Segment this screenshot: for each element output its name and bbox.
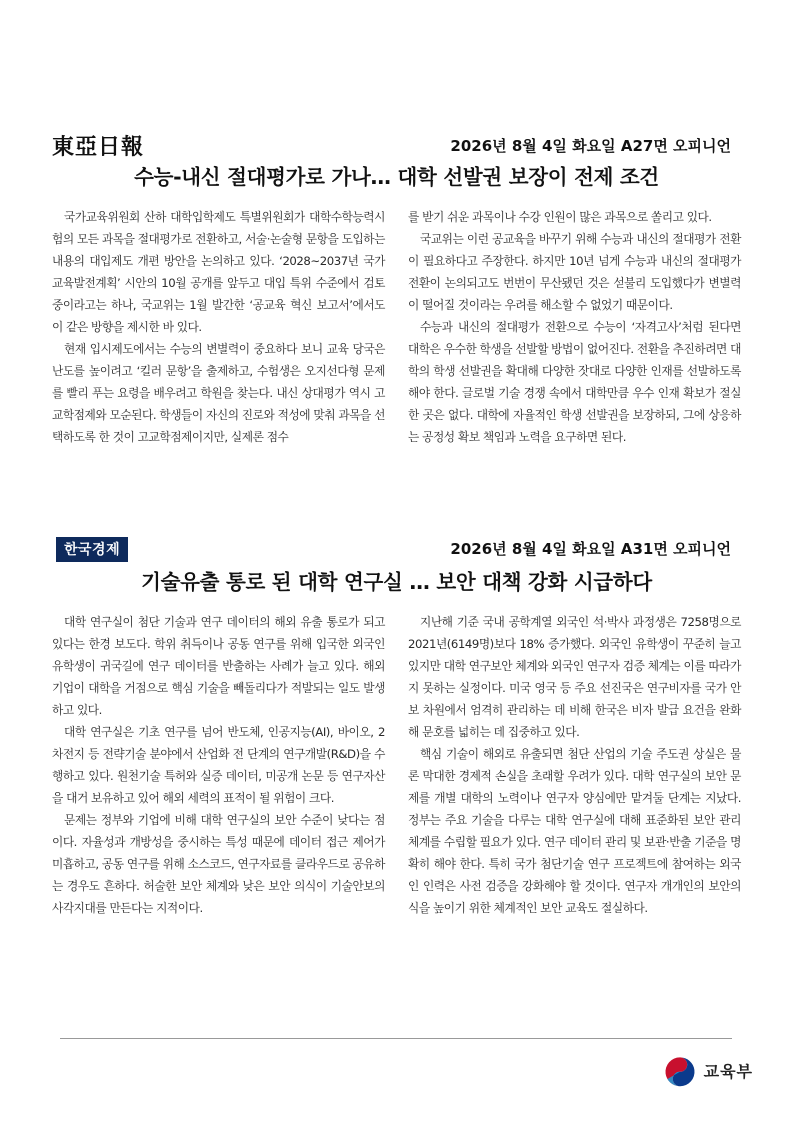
article-2 <box>52 533 741 919</box>
paragraph: 수능과 내신의 절대평가 전환으로 수능이 ‘자격고사’처럼 된다면 대학은 우수한 학생을 선발할 방법이 없어진다. 전환을 추진하려면 대학의 학생 선발권을 확대해 다양한 잣대로 다양한 인재를 선발하도록 해야 한다. 글로벌 기술 경쟁 속에서 대학만큼 우수 인재 확보가 절실한 곳은 없다. 대학에 자율적인 학생 선발권을 보장하되, 그에 상응하는 공정성 확보 책임과 노력을 요구하면 된다. <box>408 320 741 444</box>
paragraph: 대학 연구실이 첨단 기술과 연구 데이터의 해외 유출 통로가 되고 있다는 한경 보도다. 학위 취득이나 공동 연구를 위해 입국한 외국인 유학생이 귀국길에 연구 데이터를 반출하는 사례가 늘고 있다. 해외 기업이 대학을 거점으로 핵심 기술을 빼돌리다가 적발되는 일도 발생하고 있다. <box>52 615 385 717</box>
paragraph: 국가교육위원회 산하 대학입학제도 특별위원회가 대학수학능력시험의 모든 과목을 절대평가로 전환하고, 서술·논술형 문항을 도입하는 내용의 대입제도 개편 방안을 논의하고 있다. ‘2028∼2037년 국가교육발전계획’ 시안의 10월 공개를 앞두고 대입 특위 수준에서 검토 중이라고는 하나, 국교위는 1월 발간한 ‘공교육 혁신 보고서’에서도 이 같은 방향을 제시한 바 있다. <box>52 210 385 334</box>
headline: 수능-내신 절대평가로 가나… 대학 선발권 보장이 전제 조건 <box>134 165 659 189</box>
article-1 <box>52 130 741 448</box>
article-1-header <box>52 130 741 160</box>
taegeuk-logo-icon <box>662 1052 698 1088</box>
paragraph: 현재 입시제도에서는 수능의 변별력이 중요하다 보니 교육 당국은 난도를 높이려고 ‘킬러 문항’을 출제하고, 수험생은 오지선다형 문제를 빨리 푸는 요령을 배우려고 학원을 찾는다. 내신 상대평가 역시 고교학점제와 모순된다. 학생들이 자신의 진로와 적성에 맞춰 과목을 선택하도록 한 것이 고교학점제이지만, 실제론 점수 <box>52 342 385 444</box>
paragraph: 를 받기 쉬운 과목이나 수강 인원이 많은 과목으로 쏠리고 있다. <box>408 210 712 224</box>
article-body <box>52 206 741 448</box>
newspaper-name: 東亞日報 <box>52 134 145 160</box>
ministry-footer <box>662 1052 753 1088</box>
column-left <box>52 611 385 919</box>
ministry-name: 교육부 <box>703 1061 753 1081</box>
paragraph: 문제는 정부와 기업에 비해 대학 연구실의 보안 수준이 낮다는 점이다. 자율성과 개방성을 중시하는 특성 때문에 데이터 접근 제어가 미흡하고, 공동 연구를 위해 소스코드, 연구자료를 클라우드로 공유하는 경우도 흔하다. 허술한 보안 체계와 낮은 보안 의식이 기술안보의 사각지대를 만든다는 지적이다. <box>52 813 385 915</box>
newspaper-name: 한국경제 <box>56 537 128 562</box>
column-right <box>408 611 741 919</box>
headline: 기술유출 통로 된 대학 연구실 … 보안 대책 강화 시급하다 <box>141 570 652 594</box>
footer-divider <box>60 1038 732 1039</box>
paragraph: 지난해 기준 국내 공학계열 외국인 석·박사 과정생은 7258명으로 2021년(6149명)보다 18% 증가했다. 외국인 유학생이 꾸준히 늘고 있지만 대학 연구보안 체계와 외국인 연구자 검증 체계는 이를 따라가지 못하는 실정이다. 미국 영국 등 주요 선진국은 연구비자를 국가 안보 차원에서 엄격히 관리하는 데 비해 한국은 비자 발급 요건을 완화해 문호를 넓히는 데 집중하고 있다. <box>408 615 741 739</box>
article-body <box>52 611 741 919</box>
paragraph: 국교위는 이런 공교육을 바꾸기 위해 수능과 내신의 절대평가 전환이 필요하다고 주장한다. 하지만 10년 넘게 수능과 내신의 절대평가 전환이 논의되고도 번번이 무산됐던 것은 섣불리 도입했다가 변별력이 떨어질 것이라는 우려를 해소할 수 없었기 때문이다. <box>408 232 741 312</box>
column-left <box>52 206 385 448</box>
dateline: 2026년 8월 4일 화요일 A27면 오피니언 <box>450 137 731 155</box>
column-right <box>408 206 741 448</box>
paragraph: 핵심 기술이 해외로 유출되면 첨단 산업의 기술 주도권 상실은 물론 막대한 경제적 손실을 초래할 우려가 있다. 대학 연구실의 보안 문제를 개별 대학의 노력이나 연구자 양심에만 맡겨둘 단계는 지났다. 정부는 주요 기술을 다루는 대학 연구실에 대해 표준화된 보안 관리 체계를 수립할 필요가 있다. 연구 데이터 관리 및 보관·반출 기준을 명확히 해야 한다. 특히 국가 첨단기술 연구 프로젝트에 참여하는 외국인 인력은 사전 검증을 강화해야 할 것이다. 연구자 개개인의 보안의식을 높이기 위한 체계적인 보안 교육도 절실하다. <box>408 747 741 915</box>
dateline: 2026년 8월 4일 화요일 A31면 오피니언 <box>450 540 731 558</box>
article-2-header <box>52 533 741 563</box>
paragraph: 대학 연구실은 기초 연구를 넘어 반도체, 인공지능(AI), 바이오, 2차전지 등 전략기술 분야에서 산업화 전 단계의 연구개발(R&D)을 수행하고 있다. 원천기술 특허와 실증 데이터, 미공개 논문 등 연구자산을 대거 보유하고 있어 해외 세력의 표적이 될 위험이 크다. <box>52 725 385 805</box>
